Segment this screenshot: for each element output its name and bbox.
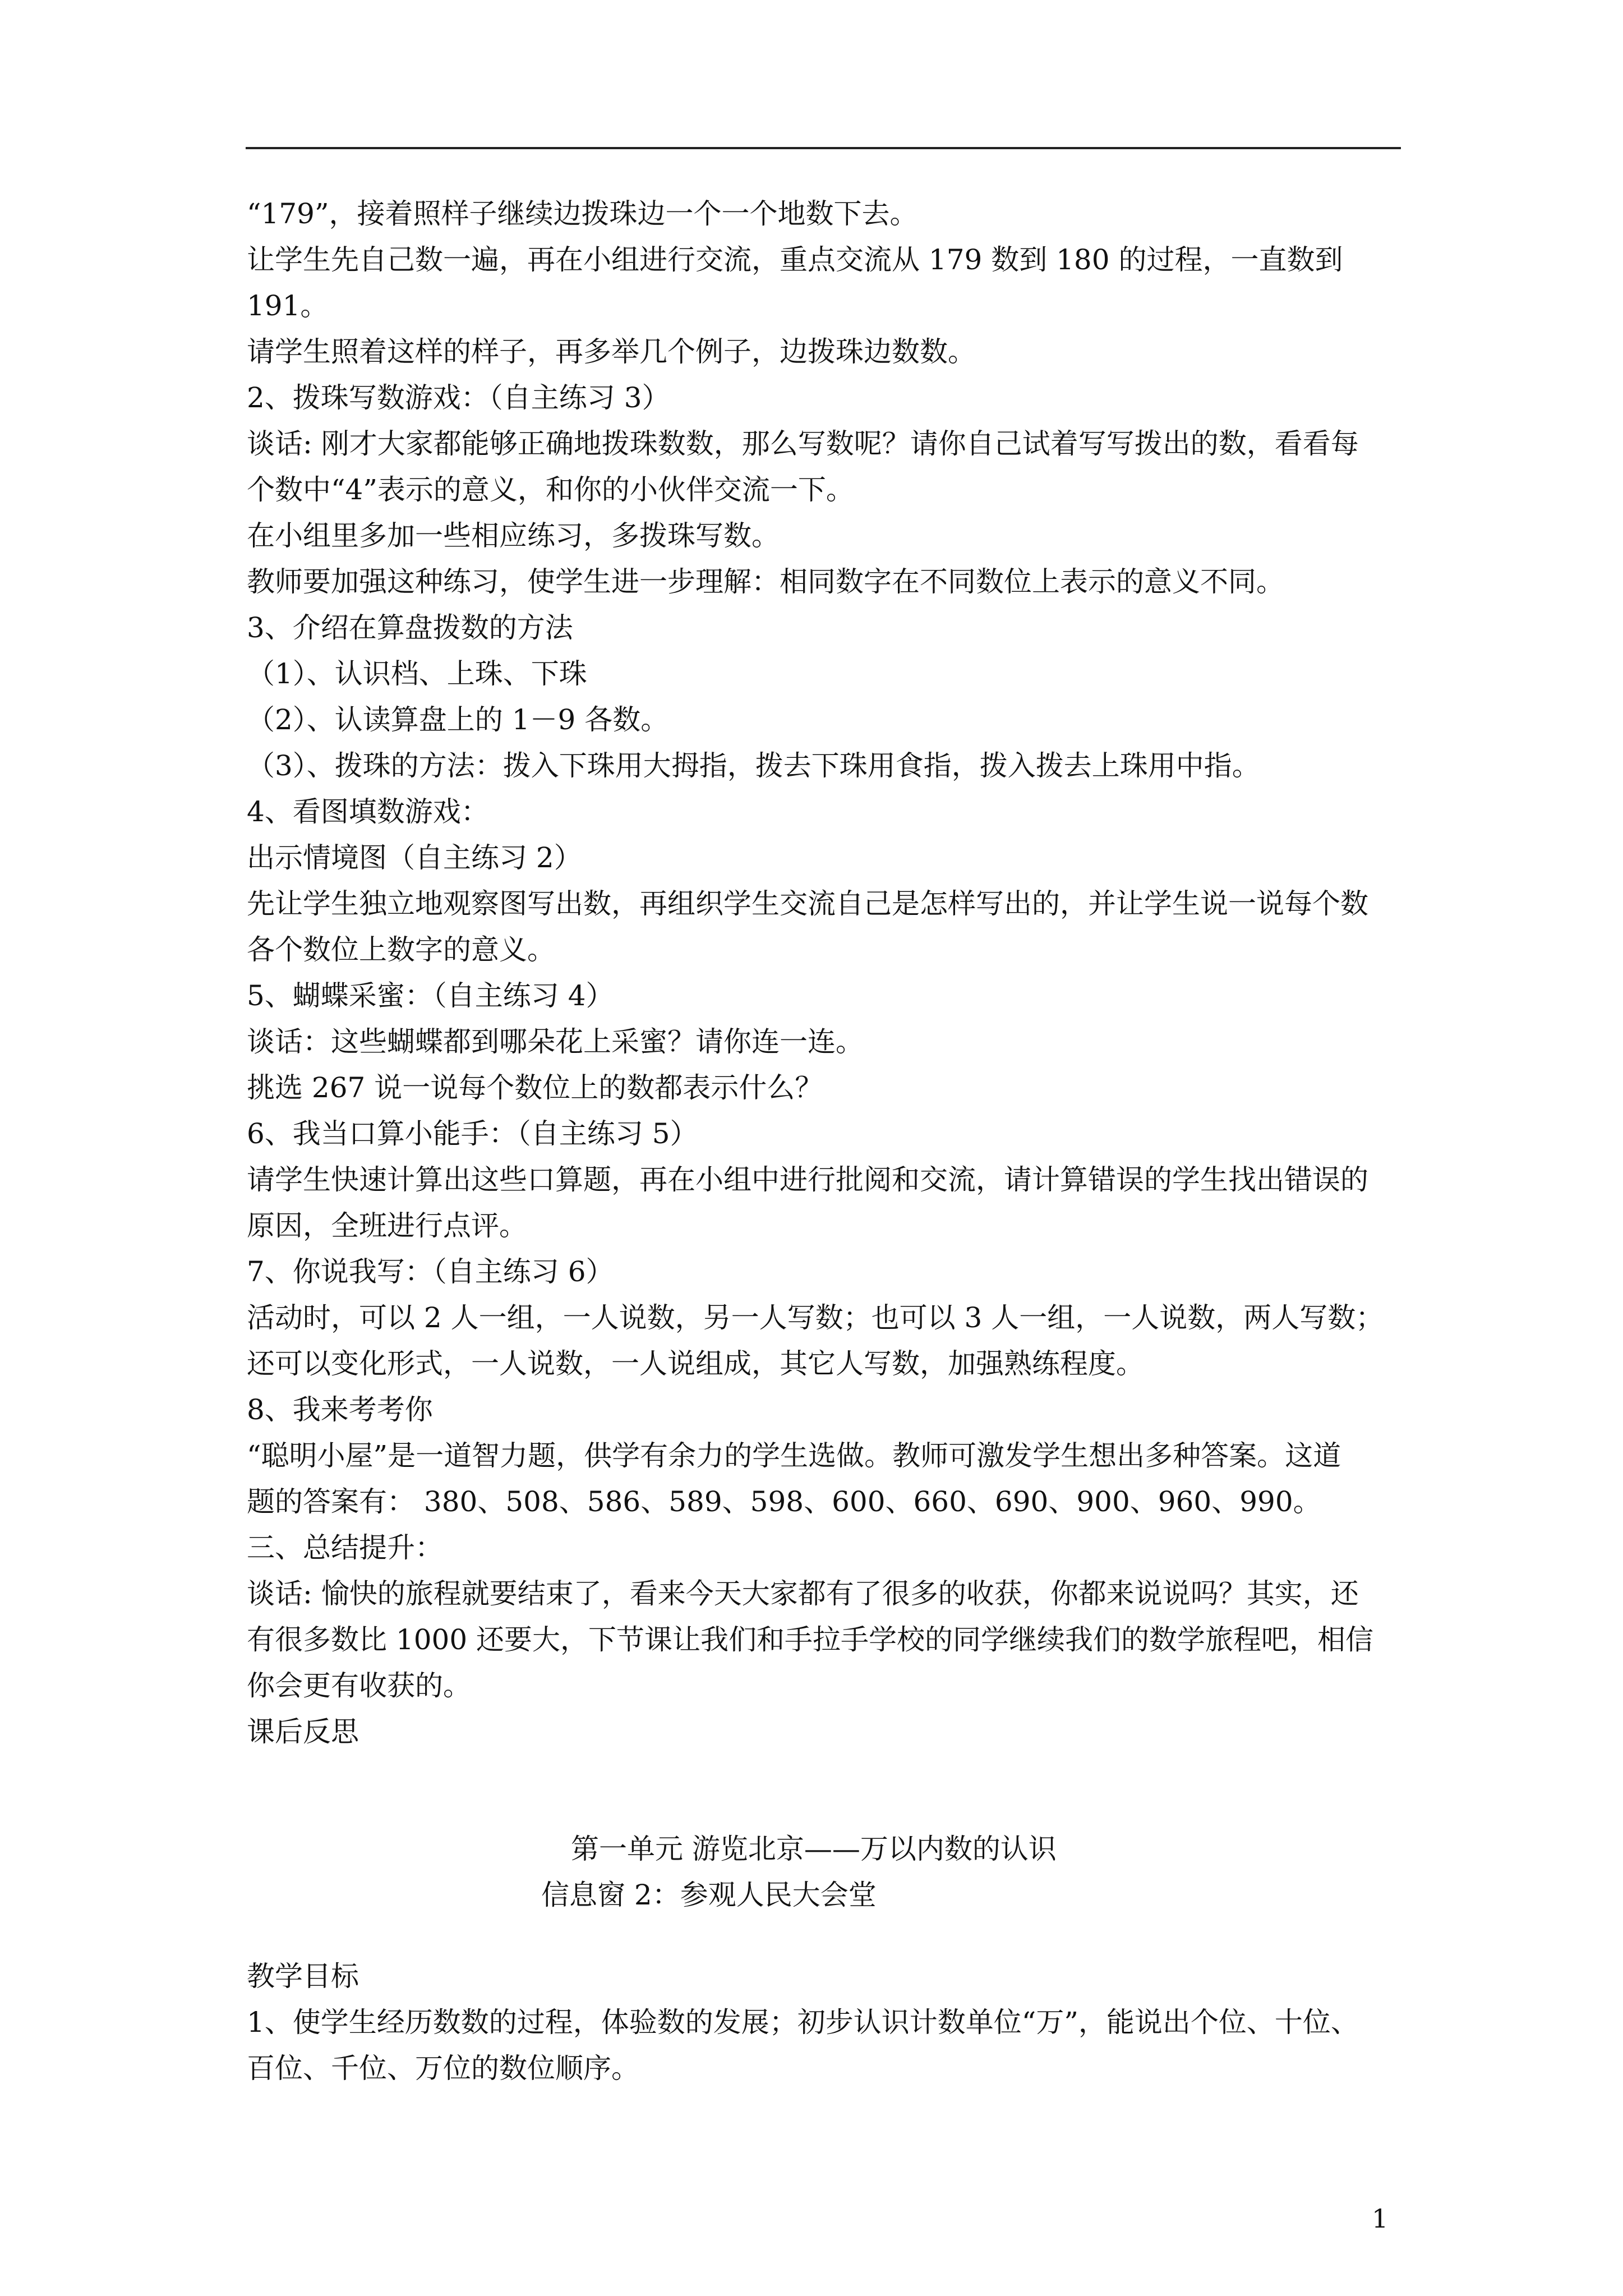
body-line: 请学生快速计算出这些口算题，再在小组中进行批阅和交流，请计算错误的学生找出错误的: [247, 1163, 1368, 1196]
body-line: 各个数位上数字的意义。: [247, 933, 555, 966]
unit-title: 第一单元 游览北京——万以内数的认识: [571, 1833, 1057, 1865]
body-line: 挑选 267 说一说每个数位上的数都表示什么？: [247, 1071, 823, 1104]
body-line: 教师要加强这种练习，使学生进一步理解：相同数字在不同数位上表示的意义不同。: [247, 565, 1284, 598]
body-line: 先让学生独立地观察图写出数，再组织学生交流自己是怎样写出的，并让学生说一说每个数: [247, 887, 1368, 920]
body-line: 191。: [247, 289, 329, 322]
body-line: 请学生照着这样的样子，再多举几个例子，边拨珠边数数。: [247, 335, 976, 368]
body-line: 活动时，可以 2 人一组，一人说数，另一人写数；也可以 3 人一组，一人说数，两人写数；: [247, 1301, 1384, 1334]
body-line: 让学生先自己数一遍，再在小组进行交流，重点交流从 179 数到 180 的过程，一直数到: [247, 243, 1343, 276]
section-heading: 2、拨珠写数游戏：（自主练习 3）: [247, 381, 670, 414]
goal-line: 1、使学生经历数数的过程，体验数的发展；初步认识计数单位“万”，能说出个位、十位、: [247, 2006, 1359, 2039]
body-line: “聪明小屋”是一道智力题，供学有余力的学生选做。教师可激发学生想出多种答案。这道: [247, 1439, 1341, 1472]
body-line: 谈话: 刚才大家都能够正确地拨珠数数，那么写数呢？请你自己试着写写拨出的数，看看每: [247, 427, 1359, 460]
page-number: 1: [1372, 2203, 1389, 2234]
section-heading: 4、看图填数游戏：: [247, 795, 489, 828]
body-line: 个数中“4”表示的意义，和你的小伙伴交流一下。: [247, 473, 854, 506]
section-heading: 5、蝴蝶采蜜：（自主练习 4）: [247, 979, 614, 1012]
section-heading: 三、总结提升：: [247, 1531, 443, 1564]
body-line: 谈话：这些蝴蝶都到哪朵花上采蜜？请你连一连。: [247, 1025, 864, 1058]
header-rule: [246, 147, 1401, 149]
list-item: （3）、拨珠的方法：拨入下珠用大拇指，拨去下珠用食指，拨入拨去上珠用中指。: [247, 749, 1260, 782]
body-line: 你会更有收获的。: [247, 1669, 471, 1702]
body-line: 还可以变化形式，一人说数，一人说组成，其它人写数，加强熟练程度。: [247, 1347, 1144, 1380]
body-line: 出示情境图（自主练习 2）: [247, 841, 582, 874]
section-heading: 3、介绍在算盘拨数的方法: [247, 611, 573, 644]
body-line: 谈话: 愉快的旅程就要结束了，看来今天大家都有了很多的收获，你都来说说吗？其实，还: [247, 1577, 1359, 1610]
section-heading: 课后反思: [247, 1715, 359, 1748]
info-window-title: 信息窗 2：参观人民大会堂: [541, 1879, 877, 1911]
document-body: [247, 191, 1402, 1755]
body-line: “179”，接着照样子继续边拨珠边一个一个地数下去。: [247, 197, 918, 230]
teaching-goals: [247, 1953, 1402, 2091]
list-item: （1）、认识档、上珠、下珠: [247, 657, 587, 690]
list-item: （2）、认读算盘上的 1－9 各数。: [247, 703, 669, 736]
unit-titles: [247, 1826, 1402, 1918]
section-heading: 7、你说我写：（自主练习 6）: [247, 1255, 614, 1288]
body-line: 有很多数比 1000 还要大，下节课让我们和手拉手学校的同学继续我们的数学旅程吧，相信: [247, 1623, 1374, 1656]
body-line: 原因，全班进行点评。: [247, 1209, 527, 1242]
section-heading: 8、我来考考你: [247, 1393, 433, 1426]
body-line: 在小组里多加一些相应练习，多拨珠写数。: [247, 519, 780, 552]
goals-heading: 教学目标: [247, 1960, 359, 1993]
goal-line: 百位、千位、万位的数位顺序。: [247, 2052, 639, 2085]
body-line: 题的答案有： 380、508、586、589、598、600、660、690、900、960、990。: [247, 1485, 1321, 1518]
section-heading: 6、我当口算小能手：（自主练习 5）: [247, 1117, 698, 1150]
